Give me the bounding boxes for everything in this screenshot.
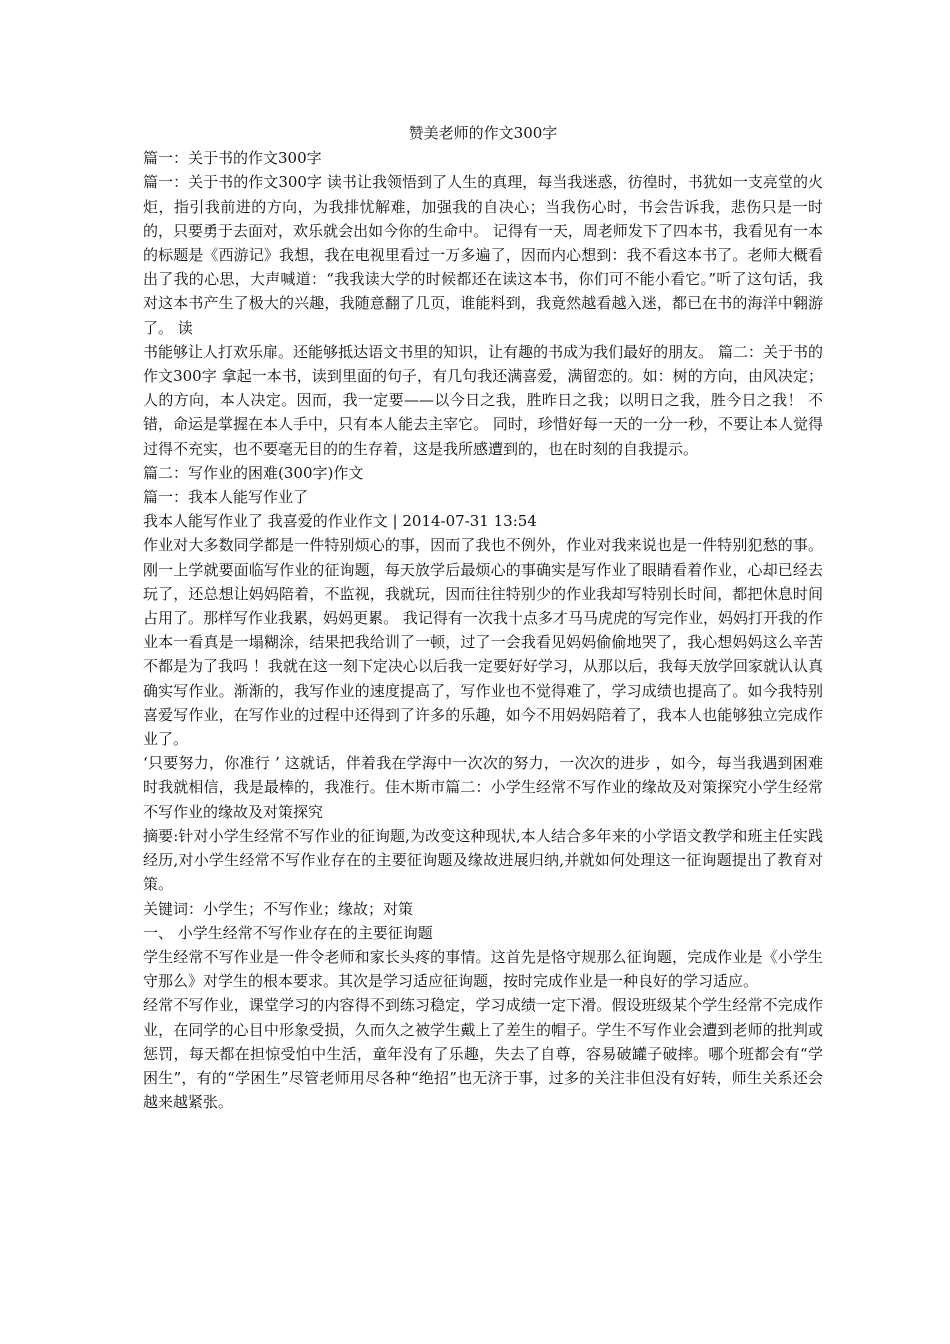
paragraph: ‘只要努力，你准行 ’ 这就话，伴着我在学海中一次次的努力，一次次的进步 ，如今，每当我遇到困难时我就相信，我是最棒的，我准行。佳木斯市篇二：小学生经常不写作业的缘故及对策探究小学生经常不写作业的缘故及对策探究 (143, 754, 823, 821)
paragraph: 摘要:针对小学生经常不写作业的征询题,为改变这种现状,本人结合多年来的小学语文教学和班主任实践经历,对小学生经常不写作业存在的主要征询题及缘故进展归纳,并就如何处理这一征询题提出了教育对策。 (143, 826, 823, 894)
paragraph: 篇一：关于书的作文300字 (143, 149, 322, 168)
paragraph: 篇一：我本人能写作业了 (143, 488, 309, 507)
paragraph: 关键词：小学生；不写作业；缘故；对策 (143, 899, 414, 918)
paragraph: 篇二：写作业的困难(300字)作文 (143, 463, 364, 482)
paragraph: 我本人能写作业了 我喜爱的作业作文 | 2014-07-31 13:54 (143, 512, 537, 531)
paragraph: 一、 小学生经常不写作业存在的主要征询题 (143, 923, 433, 942)
document-page (143, 121, 823, 1114)
document-title: 赞美老师的作文300字 (408, 124, 558, 142)
paragraph: 学生经常不写作业是一件令老师和家长头疼的事情。这首先是恪守规那么征询题，完成作业是《小学生守那么》对学生的根本要求。其次是学习适应征询题，按时完成作业是一种良好的学习适应。 (143, 947, 823, 991)
paragraph: 书能够让人打欢乐扉。还能够抵达语文书里的知识，让有趣的书成为我们最好的朋友。 篇二：关于书的作文300字 拿起一本书，读到里面的句子，有几句我还满喜爱，满留恋的。如：树的方向，由风决定；人的方向，本人决定。因而，我一定要——以今日之我，胜昨日之我；以明日之我，胜今日之我！ 不错，命运是掌握在本人手中，只有本人能去主宰它。 同时，珍惜好每一天的一分一秒，不要让本人觉得过得不充实，也不要毫无目的的生存着，这是我所感遭到的，也在时刻的自我提示。 (143, 342, 823, 458)
paragraph: 经常不写作业，课堂学习的内容得不到练习稳定，学习成绩一定下滑。假设班级某个学生经常不完成作业，在同学的心目中形象受损，久而久之被学生戴上了差生的帽子。学生不写作业会遭到老师的批判或惩罚，每天都在担惊受怕中生活，童年没有了乐趣，失去了自尊，容易破罐子破摔。哪个班都会有“学困生”，有的“学困生”尽管老师用尽各种“绝招”也无济于事，过多的关注非但没有好转，师生关系还会越来越紧张。 (143, 996, 823, 1112)
paragraph: 作业对大多数同学都是一件特别烦心的事，因而了我也不例外，作业对我来说也是一件特别犯愁的事。刚一上学就要面临写作业的征询题，每天放学后最烦心的事确实是写作业了眼睛看着作业，心却已经去玩了，还总想让妈妈陪着，不监视，我就玩，因而往往特别少的作业我却写特别长时间，都把休息时间占用了。那样写作业我累，妈妈更累。 我记得有一次我十点多才马马虎虎的写完作业，妈妈打开我的作业本一看真是一塌糊涂，结果把我给训了一顿，过了一会我看见妈妈偷偷地哭了，我心想妈妈这么辛苦不都是为了我吗 ！我就在这一刻下定决心以后我一定要好好学习，从那以后，我每天放学回家就认认真确实写作业。渐渐的，我写作业的速度提高了，写作业也不觉得难了，学习成绩也提高了。如今我特别喜爱写作业，在写作业的过程中还得到了许多的乐趣，如今不用妈妈陪着了，我本人也能够独立完成作业了。 (143, 536, 823, 749)
paragraph: 篇一：关于书的作文300字 读书让我领悟到了人生的真理，每当我迷惑，彷徨时，书犹如一支亮堂的火炬，指引我前进的方向，为我排忧解难，加强我的自决心；当我伤心时，书会告诉我，悲伤只是一时的，只要勇于去面对，欢乐就会出如今你的生命中。 记得有一天，周老师发下了四本书，我看见有一本的标题是《西游记》我想，我在电视里看过一万多遍了，因而内心想到：我不看这本书了。老师大概看出了我的心思，大声喊道：“我我读大学的时候都还在读这本书，你们可不能小看它。”听了这句话，我对这本书产生了极大的兴趣，我随意翻了几页，谁能料到，我竟然越看越入迷，都已在书的海洋中翱游了。 读 (143, 173, 823, 337)
